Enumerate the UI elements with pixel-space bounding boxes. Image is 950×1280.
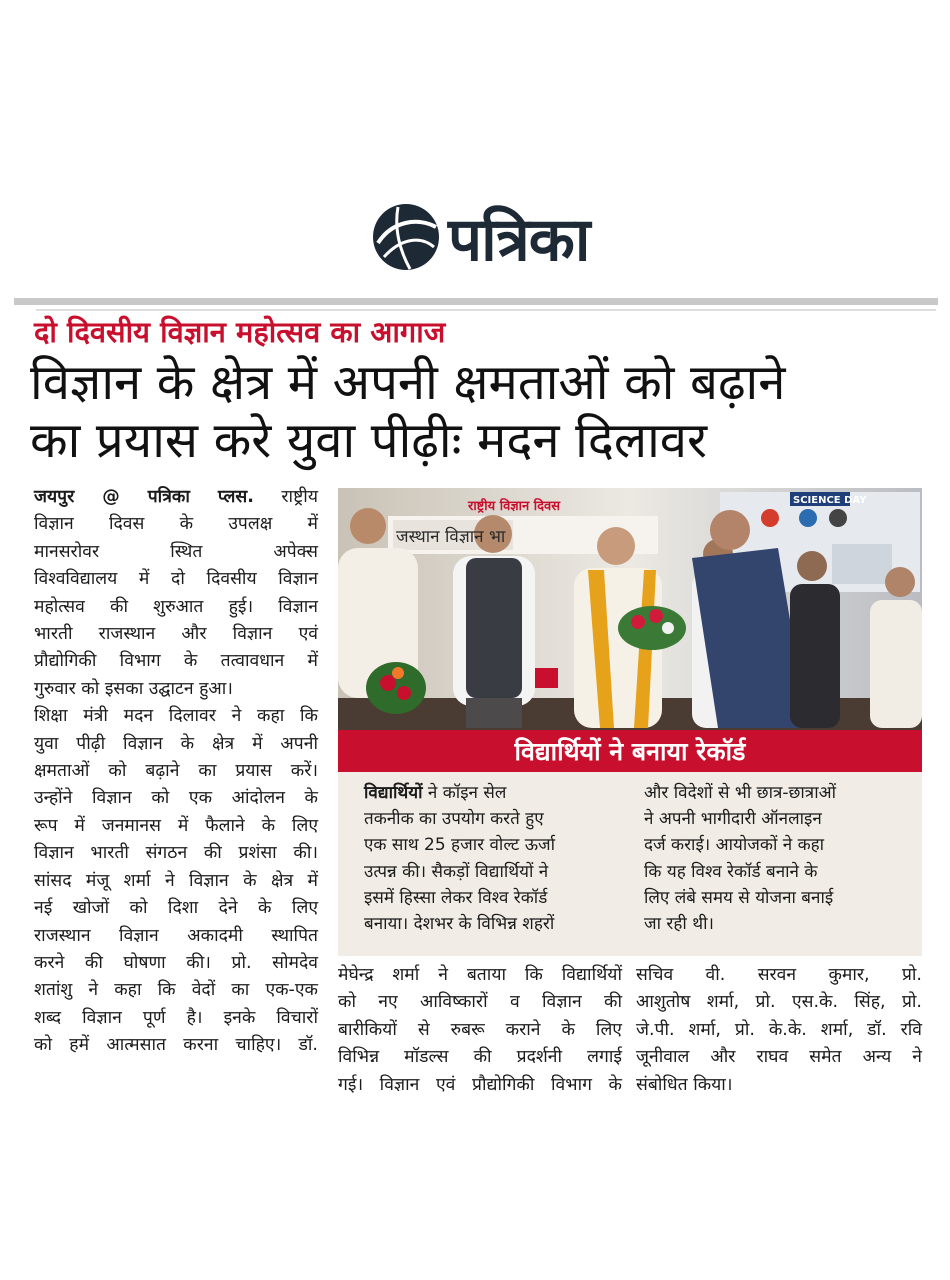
text-line: प्रौद्योगिकी विभाग के तत्वावधान में: [34, 651, 318, 672]
text-line: भारती राजस्थान और विज्ञान एवं: [34, 624, 318, 645]
record-box: [338, 730, 922, 956]
photo-banner-text: राष्ट्रीय विज्ञान दिवस: [468, 499, 561, 514]
box-text-line: उत्पन्न की। सैकड़ों विद्यार्थियों ने: [364, 861, 549, 882]
box-text-line: और विदेशों से भी छात्र-छात्राओं: [644, 783, 836, 803]
lead-text: राष्ट्रीय: [281, 487, 318, 507]
text-line: संबोधित किया।: [636, 1074, 733, 1095]
masthead: [370, 192, 630, 282]
text-line: शतांशु ने कहा कि वेदों का एक-एक: [34, 980, 318, 1001]
text-line: मेघेन्द्र शर्मा ने बताया कि विद्यार्थियों: [338, 965, 622, 985]
text-line: विज्ञान भारती संगठन की प्रशंसा की।: [34, 843, 318, 864]
masthead-name: पत्रिका: [448, 205, 590, 275]
kicker: दो दिवसीय विज्ञान महोत्सव का आगाज: [34, 315, 446, 349]
text-line: विश्वविद्यालय में दो दिवसीय विज्ञान: [34, 569, 318, 590]
record-box-right-column: [644, 780, 914, 937]
dateline-line: [34, 484, 318, 511]
photo-sign-text: SCIENCE DAY: [793, 495, 867, 506]
photo-backdrop-text: जस्थान विज्ञान भा: [396, 527, 506, 547]
text-line: विज्ञान दिवस के उपलक्ष में: [34, 514, 318, 535]
text-line: आशुतोष शर्मा, प्रो. एस.के. सिंह, प्रो.: [636, 992, 922, 1013]
text-line: जे.पी. शर्मा, प्रो. के.के. शर्मा, डॉ. रवि: [636, 1019, 922, 1040]
box-text-line: तकनीक का उपयोग करते हुए: [364, 809, 544, 830]
text-line: उन्होंने विज्ञान को एक आंदोलन के: [34, 788, 318, 809]
text-line: मानसरोवर स्थित अपेक्स: [34, 541, 318, 562]
article-column-3: [636, 962, 922, 1099]
headline-line-1: विज्ञान के क्षेत्र में अपनी क्षमताओं को बढ़ाने: [30, 354, 786, 411]
box-text-line: लिए लंबे समय से योजना बनाई: [644, 887, 834, 908]
box-text-line: [364, 780, 634, 806]
record-box-left-column: [364, 780, 634, 937]
record-box-heading: विद्यार्थियों ने बनाया रेकॉर्ड: [338, 730, 922, 772]
box-lead-rest: ने कॉइन सेल: [422, 783, 507, 803]
top-rule-thin: [36, 309, 936, 311]
text-line: रूप में जनमानस में फैलाने के लिए: [34, 815, 318, 836]
text-line: शिक्षा मंत्री मदन दिलावर ने कहा कि: [34, 706, 318, 727]
event-photo: [338, 488, 922, 731]
box-lead-word: विद्यार्थियों: [364, 783, 423, 803]
text-line: गुरुवार को इसका उद्घाटन हुआ।: [34, 678, 233, 699]
text-line: सांसद मंजू शर्मा ने विज्ञान के क्षेत्र में: [34, 870, 318, 891]
text-line: बारीकियों से रुबरू कराने के लिए: [338, 1019, 622, 1040]
box-text-line: बनाया। देशभर के विभिन्न शहरों: [364, 914, 555, 935]
article-column-1: [34, 484, 318, 1060]
dateline-gap: [254, 487, 281, 507]
headline: [30, 354, 930, 470]
text-line: जूनीवाल और राघव समेत अन्य ने: [636, 1047, 922, 1068]
text-line: राजस्थान विज्ञान अकादमी स्थापित: [34, 925, 318, 946]
text-line: को हमें आत्मसात करना चाहिए। डॉ.: [34, 1035, 318, 1056]
photo-illustration: [338, 488, 922, 731]
box-text-line: इसमें हिस्सा लेकर विश्व रेकॉर्ड: [364, 887, 548, 908]
text-line: क्षमताओं को बढ़ाने का प्रयास करें।: [34, 761, 318, 782]
dateline: जयपुर @ पत्रिका प्लस.: [34, 487, 254, 507]
box-text-line: ने अपनी भागीदारी ऑनलाइन: [644, 809, 822, 830]
text-line: युवा पीढ़ी विज्ञान के क्षेत्र में अपनी: [34, 733, 318, 754]
top-rule: [14, 298, 938, 305]
text-line: सचिव वी. सरवन कुमार, प्रो.: [636, 965, 922, 985]
globe-logo-icon: [370, 201, 442, 273]
box-text-line: जा रही थी।: [644, 914, 714, 935]
box-text-line: दर्ज कराई। आयोजकों ने कहा: [644, 835, 825, 856]
text-line: शब्द विज्ञान पूर्ण है। इनके विचारों: [34, 1007, 318, 1028]
box-text-line: कि यह विश्व रेकॉर्ड बनाने के: [644, 861, 818, 882]
text-line: करने की घोषणा की। प्रो. सोमदेव: [34, 952, 318, 973]
text-line: विभिन्न मॉडल्स की प्रदर्शनी लगाई: [338, 1047, 622, 1068]
text-line: गई। विज्ञान एवं प्रौद्योगिकी विभाग के: [338, 1074, 622, 1095]
box-text-line: एक साथ 25 हजार वोल्ट ऊर्जा: [364, 835, 556, 856]
headline-line-2: का प्रयास करे युवा पीढ़ीः मदन दिलावर: [30, 412, 708, 469]
text-line: नई खोजों को दिशा देने के लिए: [34, 898, 318, 919]
text-line: को नए आविष्कारों व विज्ञान की: [338, 992, 622, 1013]
text-line: महोत्सव की शुरुआत हुई। विज्ञान: [34, 596, 318, 617]
article-column-2: [338, 962, 622, 1099]
